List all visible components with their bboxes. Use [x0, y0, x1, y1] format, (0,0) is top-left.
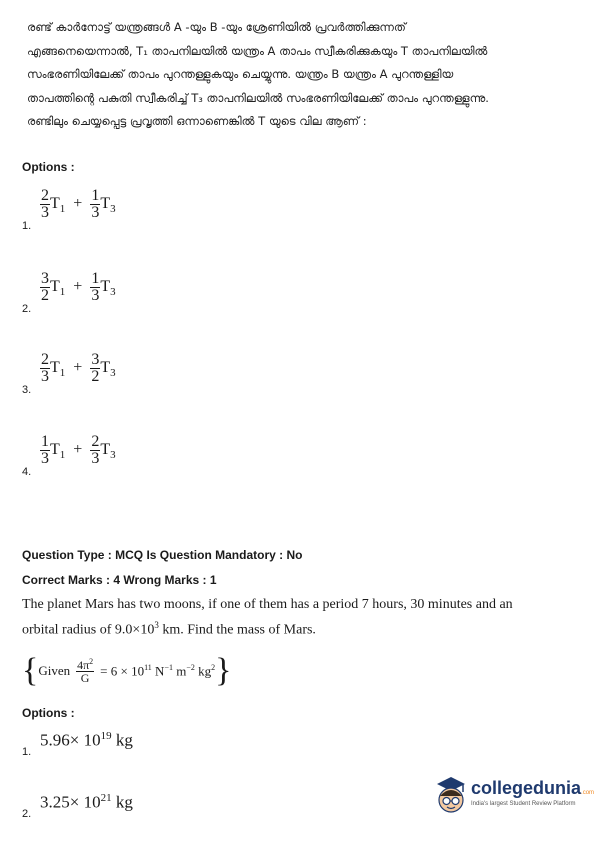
fraction [40, 271, 50, 304]
option-3-formula[interactable] [40, 352, 116, 385]
option-number: 2. [22, 808, 32, 820]
given-fraction [76, 658, 94, 684]
plus-sign: + [73, 195, 83, 213]
question-2-text [22, 594, 582, 641]
variable: T [100, 278, 111, 296]
question-2-tail: km. Find the mass of Mars. [158, 622, 316, 638]
subscript: 1 [59, 286, 66, 299]
collegedunia-logo[interactable] [433, 774, 595, 824]
fraction [40, 434, 50, 467]
plus-sign: + [73, 278, 83, 296]
unit-m: m [172, 663, 187, 679]
subscript: 1 [59, 203, 66, 216]
numerator: 1 [91, 187, 100, 204]
given-label: Given [38, 663, 71, 678]
given-rhs [100, 663, 215, 679]
unit-m-exponent: −2 [186, 662, 195, 672]
given-denominator: G [76, 671, 94, 684]
given-block [22, 648, 231, 694]
question-1-text [27, 16, 572, 134]
option-number: 1. [22, 220, 32, 232]
question-2-line-2 [22, 615, 582, 641]
q2-option-1[interactable] [40, 730, 133, 751]
numerator: 3 [91, 351, 100, 368]
denominator: 3 [41, 450, 49, 467]
option-number: 3. [22, 384, 32, 396]
denominator: 3 [41, 204, 49, 221]
fraction [90, 271, 100, 304]
fraction [90, 188, 100, 221]
subscript: 3 [110, 367, 116, 380]
numerator: 3 [41, 270, 49, 287]
subscript: 1 [59, 449, 66, 462]
mantissa: 5.96× 10 [40, 730, 101, 750]
denominator: 3 [41, 368, 49, 385]
option-2-formula[interactable] [40, 271, 116, 304]
variable: T [100, 359, 111, 377]
unit: kg [115, 730, 133, 750]
variable: T [50, 441, 60, 459]
plus-sign: + [73, 441, 83, 459]
q2-option-2[interactable] [40, 792, 133, 813]
question-2-line-1: The planet Mars has two moons, if one of them has a period 7 hours, 30 minutes and an [22, 597, 513, 612]
option-number: 4. [22, 466, 32, 478]
variable: T [100, 195, 111, 213]
logo-name: collegedunia [471, 778, 582, 798]
unit-kg: kg [194, 663, 212, 679]
marks-line: Correct Marks : 4 Wrong Marks : 1 [22, 573, 217, 587]
right-brace: } [215, 652, 232, 689]
radius-value: orbital radius of 9.0×10 [22, 622, 155, 638]
numerator: 2 [41, 351, 49, 368]
variable: T [50, 195, 60, 213]
unit: kg [115, 792, 133, 812]
exponent: 19 [100, 730, 112, 742]
mascot-icon [433, 774, 469, 816]
logo-tagline: India's largest Student Review Platform [471, 801, 576, 807]
question-1-line: സംഭരണിയിലേക്ക് താപം പുറന്തള്ളുകയും ചെയ്യുന്നു. യന്ത്രം B യന്ത്രം A പുറന്തള്ളിയ [27, 67, 454, 81]
fraction [40, 352, 50, 385]
options-heading-2: Options : [22, 706, 75, 720]
denominator: 2 [41, 287, 49, 304]
numerator: 1 [41, 433, 49, 450]
options-heading-1: Options : [22, 160, 75, 174]
fraction [40, 188, 50, 221]
denominator: 3 [91, 450, 100, 467]
unit-n: N [155, 663, 165, 679]
denominator: 2 [91, 368, 100, 385]
numerator: 1 [91, 270, 100, 287]
option-number: 1. [22, 746, 32, 758]
question-1-line: താപത്തിന്റെ പകുതി സ്വീകരിച്ച് T₃ താപനിലയിൽ സംഭരണിയിലേക്ക് താപം പുറന്തള്ളുന്നു. [27, 90, 489, 105]
logo-wordmark [471, 778, 594, 799]
option-1-formula[interactable] [40, 188, 116, 221]
radius-exponent: 3 [154, 620, 159, 630]
unit-n-exponent: −1 [164, 662, 173, 672]
option-number: 2. [22, 303, 32, 315]
plus-sign: + [73, 359, 83, 377]
numerator: 2 [91, 433, 100, 450]
left-brace: { [22, 652, 39, 689]
variable: T [50, 278, 60, 296]
unit-kg-exponent: 2 [211, 662, 216, 672]
option-4-formula[interactable] [40, 434, 116, 467]
subscript: 3 [110, 449, 116, 462]
denominator: 3 [91, 204, 100, 221]
subscript: 1 [59, 367, 66, 380]
question-type-line: Question Type : MCQ Is Question Mandatory : No [22, 548, 303, 562]
mantissa: 3.25× 10 [40, 792, 101, 812]
fraction [90, 434, 100, 467]
question-1-line: രണ്ടിലും ചെയ്യപ്പെട്ട പ്രവൃത്തി ഒന്നാണെങ്കിൽ T യുടെ വില ആണ് : [27, 114, 367, 128]
subscript: 3 [110, 203, 116, 216]
subscript: 3 [110, 286, 116, 299]
fraction [90, 352, 100, 385]
given-exponent: 11 [144, 662, 152, 672]
question-1-line: രണ്ട് കാർനോട്ട് യന്ത്രങ്ങൾ A -യും B -യും ശ്രേണിയിൽ പ്രവർത്തിക്കുന്നത് [27, 20, 406, 34]
exponent: 21 [100, 792, 112, 804]
question-1-line: എങ്ങനെയെന്നാൽ, T₁ താപനിലയിൽ യന്ത്രം A താപം സ്വീകരിക്കുകയും T താപനിലയിൽ [27, 43, 488, 58]
variable: T [100, 441, 111, 459]
numerator: 2 [41, 187, 49, 204]
variable: T [50, 359, 60, 377]
given-value: = 6 × 10 [100, 663, 145, 679]
given-numerator [76, 658, 94, 671]
pi-exponent: 2 [89, 657, 94, 666]
denominator: 3 [91, 287, 100, 304]
four-pi: 4π [77, 658, 90, 672]
logo-suffix: .com [581, 790, 595, 796]
